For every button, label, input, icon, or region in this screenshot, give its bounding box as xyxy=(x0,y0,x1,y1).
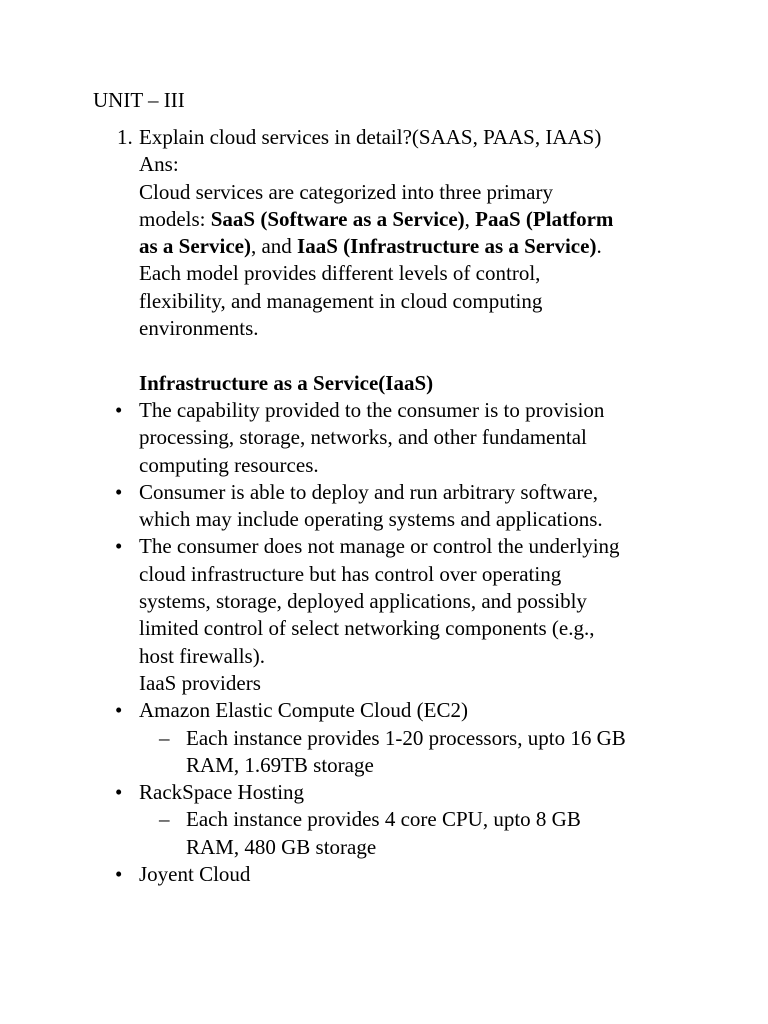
question-number: 1. xyxy=(117,125,133,149)
provider-detail-line: Each instance provides 4 core CPU, upto 8 GB xyxy=(186,807,581,832)
list-item-line: limited control of select networking components (e.g., xyxy=(139,616,595,641)
providers-list xyxy=(115,697,699,888)
list-item-line: computing resources. xyxy=(139,452,319,477)
bullet-marker: • xyxy=(115,397,123,422)
blank-line xyxy=(139,342,699,369)
list-item xyxy=(115,479,699,534)
intro-line-3 xyxy=(139,233,699,260)
list-item xyxy=(115,533,699,669)
list-item-line: which may include operating systems and applications. xyxy=(139,507,603,532)
iaas-bullet-list xyxy=(115,397,699,670)
intro-comma: , xyxy=(464,206,476,231)
paas-term-part1: PaaS (Platform xyxy=(475,206,614,231)
provider-name: RackSpace Hosting xyxy=(139,780,305,805)
provider-item-ec2 xyxy=(115,697,699,779)
dash-marker: – xyxy=(159,725,170,750)
paas-term-part2: as a Service) xyxy=(139,234,251,259)
provider-item-rackspace xyxy=(115,779,699,861)
providers-label: IaaS providers xyxy=(139,670,261,695)
bullet-marker: • xyxy=(115,698,123,723)
intro-and: , and xyxy=(250,234,298,259)
intro-line-6: environments. xyxy=(139,316,259,341)
provider-item-joyent xyxy=(115,861,699,888)
dash-marker: – xyxy=(159,807,170,832)
provider-name: Joyent Cloud xyxy=(139,862,251,887)
list-item-line: The capability provided to the consumer is to provision xyxy=(139,397,605,422)
list-item-line: systems, storage, deployed applications, and possibly xyxy=(139,589,587,614)
intro-line-5: flexibility, and management in cloud computing xyxy=(139,288,543,313)
provider-detail-line: RAM, 1.69TB storage xyxy=(186,752,374,777)
intro-line-4: Each model provides different levels of control, xyxy=(139,261,541,286)
list-item-line: Consumer is able to deploy and run arbitrary software, xyxy=(139,479,598,504)
intro-paragraph xyxy=(139,179,699,343)
intro-line-1: Cloud services are categorized into three primary xyxy=(139,179,553,204)
bullet-marker: • xyxy=(115,862,123,887)
list-item-line: The consumer does not manage or control the underlying xyxy=(139,534,620,559)
intro-models-prefix: models: xyxy=(139,206,211,231)
bullet-marker: • xyxy=(115,534,123,559)
intro-line-2 xyxy=(139,206,699,233)
list-item xyxy=(115,397,699,479)
saas-term: SaaS (Software as a Service) xyxy=(210,206,465,231)
provider-name: Amazon Elastic Compute Cloud (EC2) xyxy=(139,698,468,723)
unit-title: UNIT – III xyxy=(93,88,185,112)
intro-period: . xyxy=(596,234,602,259)
list-item-line: cloud infrastructure but has control over operating xyxy=(139,561,562,586)
answer-label: Ans: xyxy=(139,152,179,177)
list-item-line: host firewalls). xyxy=(139,643,265,668)
provider-detail xyxy=(159,725,699,780)
iaas-heading: Infrastructure as a Service(IaaS) xyxy=(139,370,434,395)
question-block xyxy=(115,124,699,888)
bullet-marker: • xyxy=(115,780,123,805)
provider-detail-line: Each instance provides 1-20 processors, upto 16 GB xyxy=(186,725,626,750)
provider-detail-line: RAM, 480 GB storage xyxy=(186,834,377,859)
list-item-line: processing, storage, networks, and other fundamental xyxy=(139,425,587,450)
iaas-term: IaaS (Infrastructure as a Service) xyxy=(297,234,597,259)
provider-detail xyxy=(159,806,699,861)
question-text: Explain cloud services in detail?(SAAS, PAAS, IAAS) xyxy=(139,125,602,149)
bullet-marker: • xyxy=(115,479,123,504)
